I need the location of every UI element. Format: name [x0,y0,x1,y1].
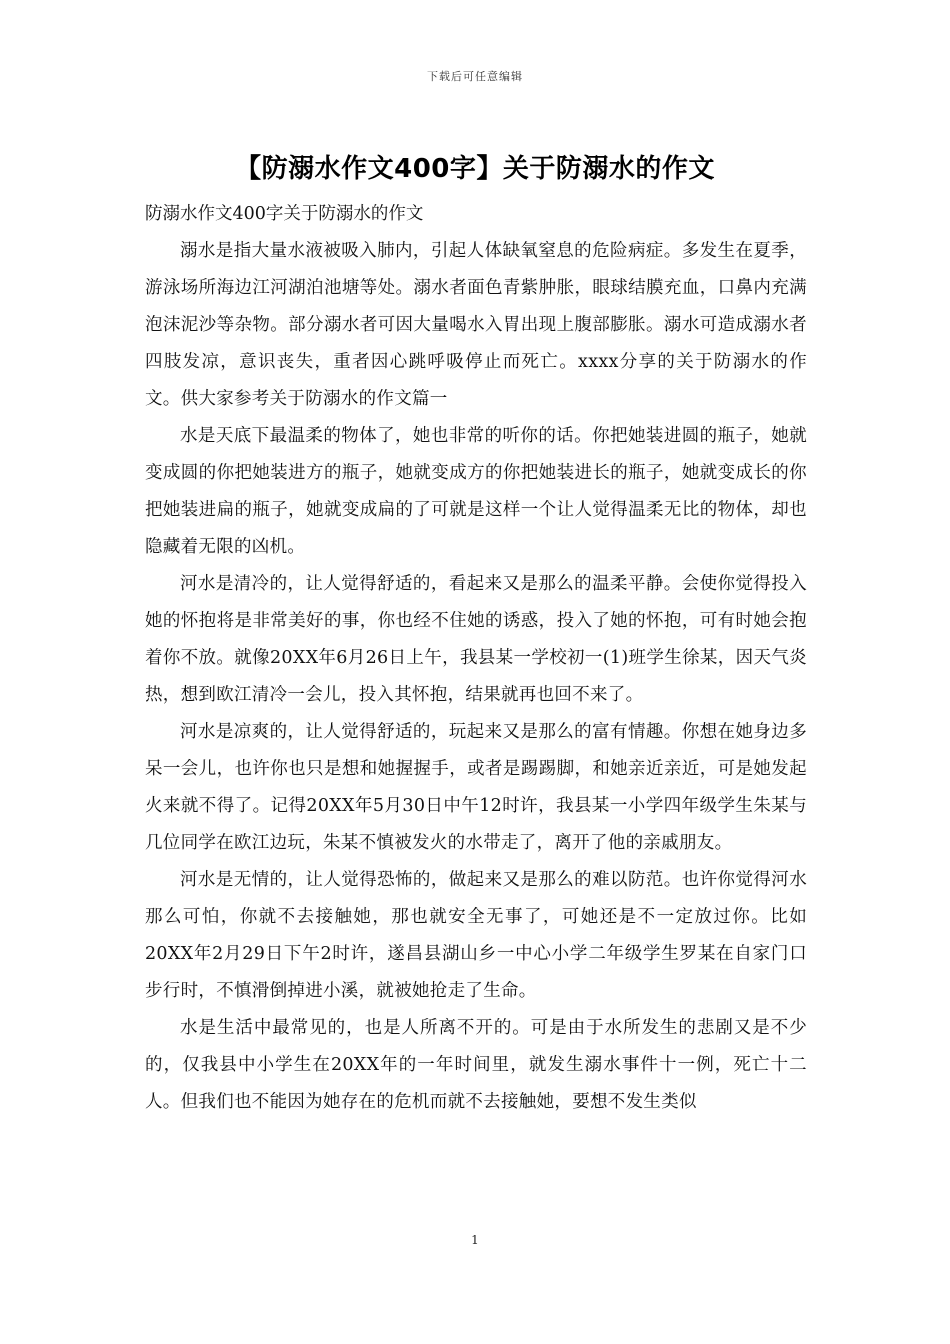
paragraph-1: 溺水是指大量水液被吸入肺内，引起人体缺氧窒息的危险病症。多发生在夏季，游泳场所海边江河湖泊池塘等处。溺水者面色青紫肿胀，眼球结膜充血，口鼻内充满泡沫泥沙等杂物。部分溺水者可因大量喝水入胃出现上腹部膨胀。溺水可造成溺水者四肢发凉，意识丧失，重者因心跳呼吸停止而死亡。xxxx分享的关于防溺水的作文。供大家参考关于防溺水的作文篇一 [145,241,807,409]
page-header: 下载后可任意编辑 [427,70,523,83]
paragraph-4: 河水是凉爽的，让人觉得舒适的，玩起来又是那么的富有情趣。你想在她身边多呆一会儿，也许你也只是想和她握握手，或者是踢踢脚，和她亲近亲近，可是她发起火来就不得了。记得20XX年5月30日中午12时许，我县某一小学四年级学生朱某与几位同学在欧江边玩，朱某不慎被发火的水带走了，离开了他的亲戚朋友。 [145,722,807,853]
document-subtitle: 防溺水作文400字关于防溺水的作文 [145,204,424,224]
paragraph-3: 河水是清冷的，让人觉得舒适的，看起来又是那么的温柔平静。会使你觉得投入她的怀抱将是非常美好的事，你也经不住她的诱惑，投入了她的怀抱，可有时她会抱着你不放。就像20XX年6月26日上午，我县某一学校初一(1)班学生徐某，因天气炎热，想到欧江清冷一会儿，投入其怀抱，结果就再也回不来了。 [145,574,807,705]
document-body [145,196,807,1121]
document-title: 【防溺水作文400字】关于防溺水的作文 [235,154,715,184]
page-number: 1 [471,1233,479,1247]
paragraph-6: 水是生活中最常见的，也是人所离不开的。可是由于水所发生的悲剧又是不少的，仅我县中小学生在20XX年的一年时间里，就发生溺水事件十一例，死亡十二人。但我们也不能因为她存在的危机而就不去接触她，要想不发生类似 [145,1018,807,1112]
paragraph-5: 河水是无情的，让人觉得恐怖的，做起来又是那么的难以防范。也许你觉得河水那么可怕，你就不去接触她，那也就安全无事了，可她还是不一定放过你。比如20XX年2月29日下午2时许，遂昌县湖山乡一中心小学二年级学生罗某在自家门口步行时，不慎滑倒掉进小溪，就被她抢走了生命。 [145,870,807,1001]
paragraph-2: 水是天底下最温柔的物体了，她也非常的听你的话。你把她装进圆的瓶子，她就变成圆的你把她装进方的瓶子，她就变成方的你把她装进长的瓶子，她就变成长的你把她装进扁的瓶子，她就变成扁的了可就是这样一个让人觉得温柔无比的物体，却也隐藏着无限的凶机。 [145,426,807,557]
